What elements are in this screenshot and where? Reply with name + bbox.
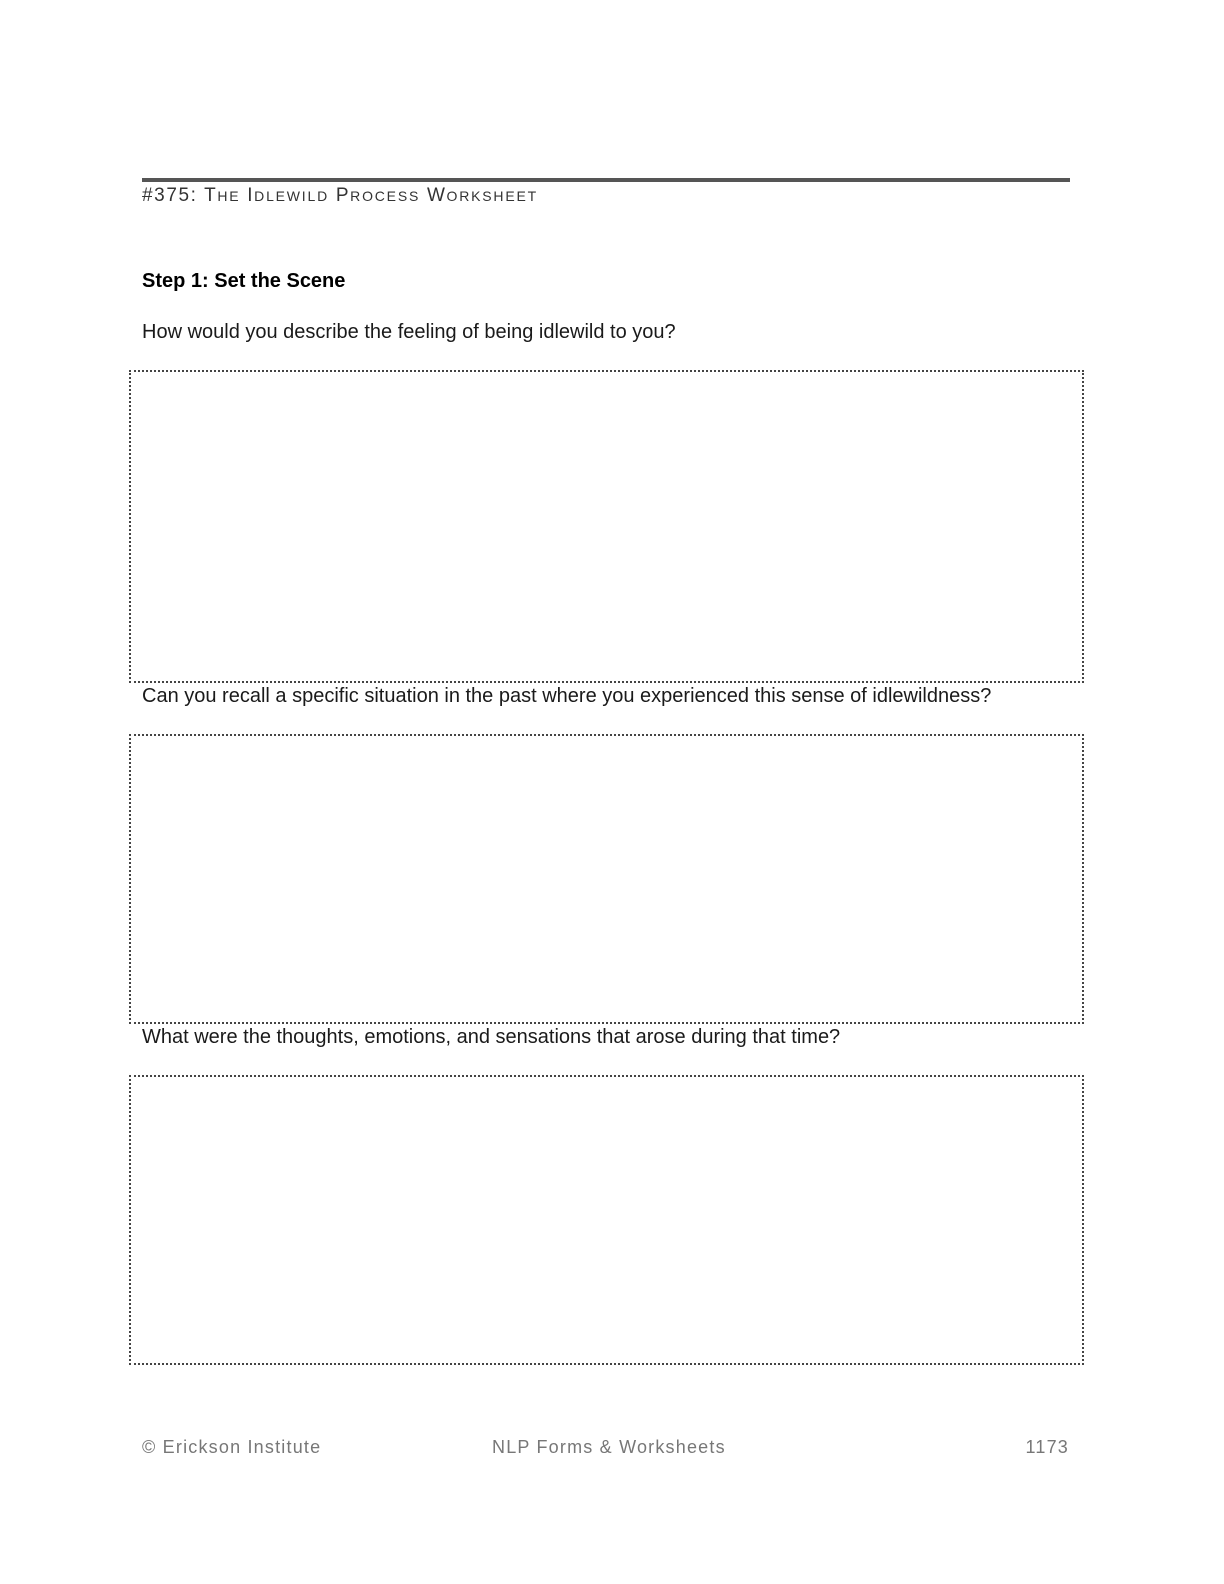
footer-copyright: © Erickson Institute xyxy=(142,1437,322,1457)
title-word-4: WORKSHEET xyxy=(427,185,538,206)
question-2: Can you recall a specific situation in the past where you experienced this sense of idlewildness? xyxy=(142,685,992,707)
worksheet-title xyxy=(142,185,538,207)
answer-box-2[interactable] xyxy=(129,734,1084,1024)
step-heading: Step 1: Set the Scene xyxy=(142,270,346,292)
answer-box-3[interactable] xyxy=(129,1075,1084,1365)
title-word-1: THE xyxy=(204,185,241,206)
answer-box-1[interactable] xyxy=(129,370,1084,683)
footer-publication: NLP Forms & Worksheets xyxy=(492,1437,726,1457)
question-1: How would you describe the feeling of being idlewild to you? xyxy=(142,321,676,343)
title-word-3: PROCESS xyxy=(335,185,421,206)
worksheet-number: #375: xyxy=(142,185,198,206)
footer-page-number: 1173 xyxy=(1025,1437,1069,1457)
header-rule xyxy=(142,178,1070,182)
question-3: What were the thoughts, emotions, and sensations that arose during that time? xyxy=(142,1026,841,1048)
title-word-2: IDLEWILD xyxy=(247,185,329,206)
